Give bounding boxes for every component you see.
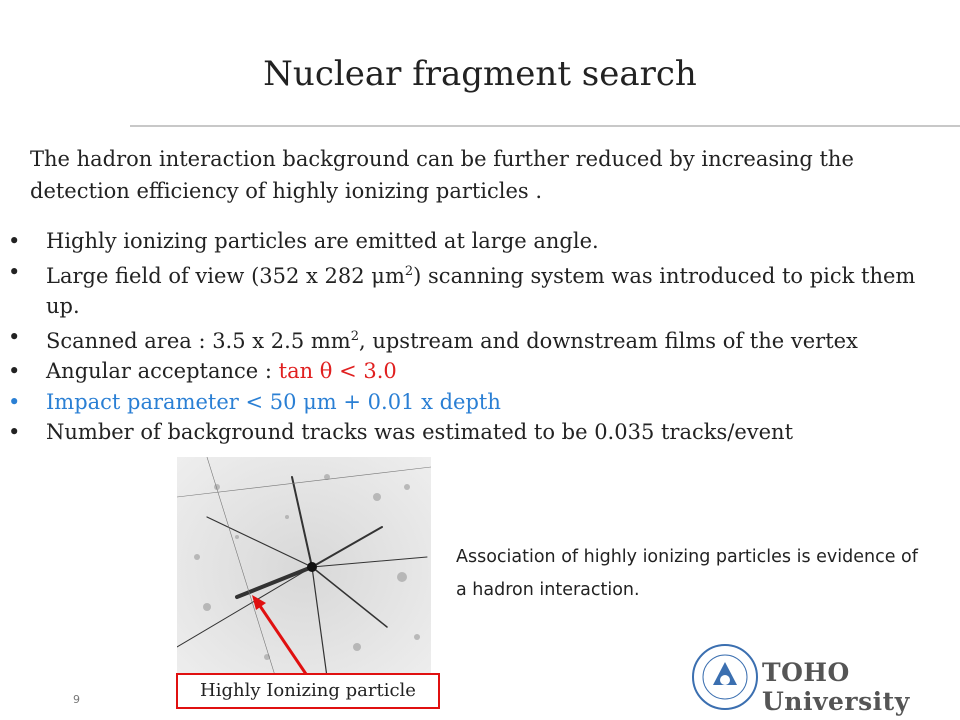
association-note: Association of highly ionizing particles is evidence of a hadron interaction. <box>456 547 918 600</box>
bullet-dot-icon: • <box>8 229 21 253</box>
bullet-text: Number of background tracks was estimated to be 0.035 tracks/event <box>46 420 794 444</box>
university-name: TOHO University <box>762 658 910 716</box>
bullet-dot-icon: • <box>8 420 21 444</box>
bullet-list <box>8 226 948 448</box>
bullet-text: Large field of view (352 x 282 $\mu m^2$) scanning system was introduced to pick them up. <box>46 263 916 318</box>
bullet-item <box>8 417 948 448</box>
bullet-dot-icon: • <box>8 324 21 349</box>
bullet-dot-icon: • <box>8 389 21 414</box>
pointer-arrow-icon <box>240 585 320 685</box>
bullet-item <box>8 387 948 418</box>
page-number: 9 <box>73 693 80 706</box>
bullet-text: Angular acceptance : tan θ < 3.0 <box>46 359 397 383</box>
bullet-dot-icon: • <box>8 259 21 284</box>
bullet-dot-icon: • <box>8 359 21 383</box>
bullet-text: Scanned area : 3.5 x 2.5 $mm^2$, upstream and downstream films of the vertex <box>46 328 858 353</box>
bullet-text: Impact parameter < 50 μm + 0.01 x depth <box>46 389 501 414</box>
bullet-text: Highly ionizing particles are emitted at large angle. <box>46 229 599 253</box>
bullet-item <box>8 356 948 387</box>
slide-title: Nuclear fragment search <box>263 54 697 94</box>
intro-paragraph: The hadron interaction background can be further reduced by increasing the detection efficiency of highly ionizing particles . <box>30 147 854 203</box>
bullet-item <box>8 322 948 357</box>
image-caption-label: Highly Ionizing particle <box>176 673 440 709</box>
angular-acceptance-value: tan θ < 3.0 <box>278 359 397 383</box>
title-divider <box>130 125 960 127</box>
bullet-item <box>8 257 948 322</box>
bullet-item <box>8 226 948 257</box>
